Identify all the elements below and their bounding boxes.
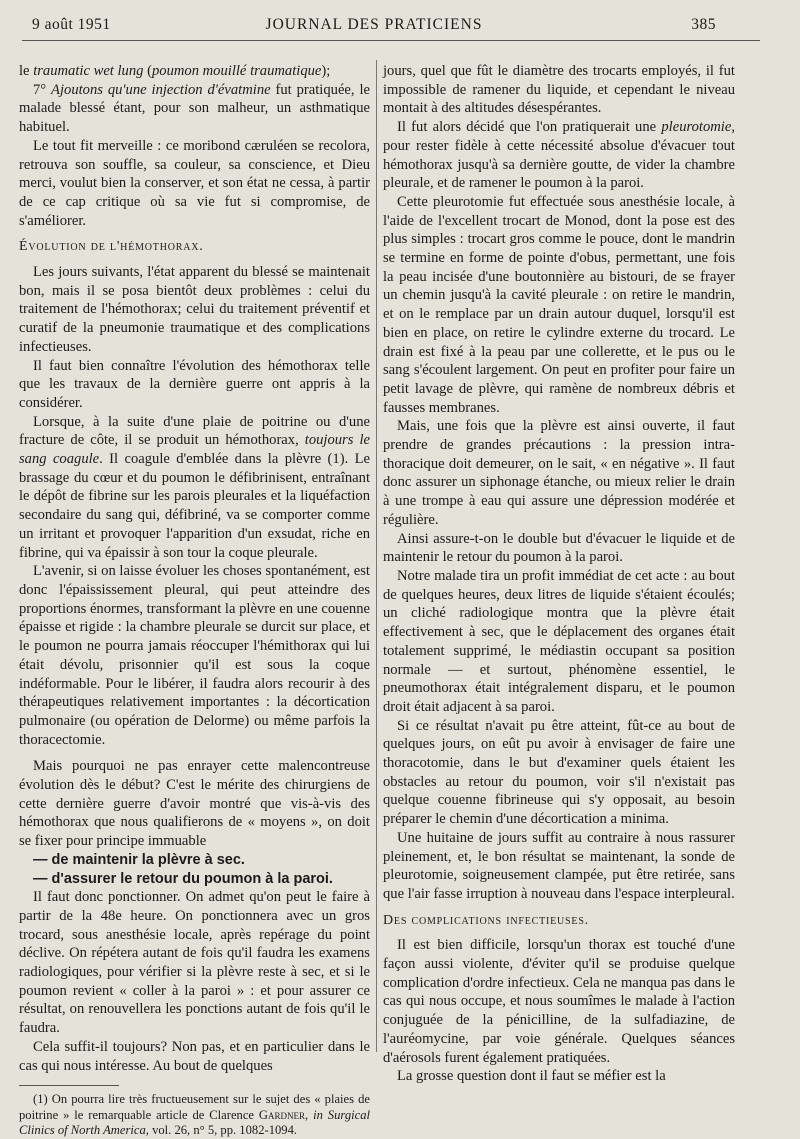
- journal-title: JOURNAL DES PRATICIENS: [265, 16, 483, 33]
- page-header: [32, 16, 716, 38]
- column-divider: [376, 60, 377, 1052]
- footnote: (1) On pourra lire très fructueusement sur le sujet des « plaies de poitrine » le remarquable article de Clarence Gardner, in Surgical Clinics of North America, vol. 26, n° 5, pp. 1082-1094.: [19, 1092, 371, 1138]
- principle-line: — d'assurer le retour du poumon à la paroi.: [33, 870, 333, 887]
- paragraph: Mais, une fois que la plèvre est ainsi ouverte, il faut prendre de grandes précautions : la pression intra-thoracique doit demeurer, on le sait, « en négative ». Il faut donc assurer un siphonage étanche, ou mieux relier le drain à une trompe à eau qui assure une dépression modérée et régulière.: [383, 418, 735, 528]
- paragraph: Les jours suivants, l'état apparent du blessé se maintenait bon, mais il se posa bientôt deux problèmes : celui du traitement de l'hémothorax; celui du traitement préventif et curatif de la pneumonie traumatique et des complications infectieuses.: [19, 264, 370, 355]
- left-column: [19, 62, 370, 1139]
- paragraph: Mais pourquoi ne pas enrayer cette malencontreuse évolution dès le début? C'est le mérite des chirurgiens de cette dernière guerre d'avoir montré que vis-à-vis des hémothorax que nous qualifierons de « moyens », on doit se fixer pour principe immuable: [19, 758, 370, 850]
- section-heading: Des complications infectieuses.: [383, 912, 589, 928]
- paragraph: Le tout fit merveille : ce moribond cæruléen se recolora, retrouva son souffle, sa couleur, sa conscience, et Dieu merci, voulut bien la conserver, et son état ne cessa, à partir de ce cap critique où sa vie fut si compromise, de s'améliorer.: [19, 137, 370, 229]
- paragraph: Cette pleurotomie fut effectuée sous anesthésie locale, à l'aide de l'excellent trocart de Monod, dont la pose est des plus simples : trocart gros comme le pouce, dont le mandrin se termine en forme de pointe d'obus, permettant, une fois la peau incisée d'une boutonnière au bistouri, de se frayer un chemin jusqu'à la cavité pleurale : on retire le mandrin, et on le remplace par un drain autour duquel, lorsqu'il est bien en place, on retire le cylindre externe du trocard. Le drain est fixé à la peau par une collerette, et le pus ou le sang s'écoulent largement. On peut en profiter pour faire un petit lavage de plèvre, qui ramène de nombreux débris et fausses membranes.: [383, 193, 735, 416]
- paragraph: Ainsi assure-t-on le double but d'évacuer le liquide et de maintenir le retour du poumon à la paroi.: [383, 530, 735, 566]
- paragraph: le traumatic wet lung (poumon mouillé traumatique);: [19, 63, 331, 79]
- footnote-rule: [19, 1085, 119, 1086]
- principle-line: — de maintenir la plèvre à sec.: [33, 851, 245, 868]
- paragraph: La grosse question dont il faut se méfier est la: [397, 1068, 666, 1085]
- paragraph: Il fut alors décidé que l'on pratiquerait une pleurotomie, pour rester fidèle à cette nécessité absolue d'évacuer tout hémothorax jusqu'à sa dernière goutte, de vider la chambre pleurale, et de ramener le poumon à la paroi.: [383, 119, 735, 192]
- paragraph: L'avenir, si on laisse évoluer les choses spontanément, est donc l'épaississement pleural, qui peut atteindre des proportions énormes, transformant la plèvre en une couenne épaisse et rigide : la chambre pleurale se durcit sur place, et le poumon ne pourra jamais réoccuper l'hémithorax qui lui était dévolu, prisonnier qu'il est sous la coque indéformable. Pour le libérer, il faudra alors recourir à des thérapeutiques relativement importantes : la décortication pulmonaire (ou opération de Delorme) ou même parfois la thoracectomie.: [19, 563, 370, 748]
- right-column: [383, 62, 735, 1086]
- paragraph: Une huitaine de jours suffit au contraire à nous rassurer pleinement, et, le bon résultat se maintenant, la sonde de pleurotomie, soigneusement clampée, put être retirée, sans que l'air fasse irruption à nouveau dans l'espace interpleural.: [383, 829, 735, 902]
- issue-date: 9 août 1951: [32, 16, 111, 33]
- paragraph: Lorsque, à la suite d'une plaie de poitrine ou d'une fracture de côte, il se produit un hémothorax, toujours le sang coagule. Il coagule d'emblée dans la plèvre (1). Le brassage du cœur et du poumon le défibrinisent, entraînant le dépôt de fibrine sur les parois pleurales et la liquéfaction secondaire du sang qui, défibriné, va se comporter comme un irritant et provoquer l'apparition d'un exsudat, riche en fibrine, qui va épaissir à son tour la coque pleurale.: [19, 413, 370, 561]
- section-heading: Évolution de l'hémothorax.: [19, 239, 204, 255]
- paragraph: jours, quel que fût le diamètre des trocarts employés, il fut impossible de ramener du liquide, et cependant le niveau montait à des altitudes désespérantes.: [383, 63, 735, 117]
- paragraph: Il faut bien connaître l'évolution des hémothorax telle que les travaux de la dernière guerre ont appris à la considérer.: [19, 357, 370, 411]
- paragraph: Il est bien difficile, lorsqu'un thorax est touché d'une façon aussi violente, d'éviter qu'il se produise quelque complication d'ordre infectieux. Cela ne manqua pas dans le cas qui nous occupe, et nous soumîmes le malade à l'action conjuguée de la pénicilline, de la sulfadiazine, de l'auréomycine, par voie générale. Quelques séances d'aérosols furent également pratiquées.: [383, 937, 735, 1066]
- paragraph: 7° Ajoutons qu'une injection d'évatmine fut pratiquée, le malade blessé étant, pour son malheur, un asthmatique habituel.: [19, 81, 370, 136]
- paragraph: Notre malade tira un profit immédiat de cet acte : au bout de quelques heures, deux litres de liquide s'étaient écoulés; un cliché radiologique montra que la plèvre était effectivement à sec, que le déplacement des organes était totalement supprimé, le médiastin occupant sa position normale — et surtout, phénomène essentiel, le pneumothorax était intégralement disparu, et le poumon droit était adjacent à sa paroi.: [383, 567, 735, 715]
- header-rule: [22, 40, 760, 41]
- paragraph: Il faut donc ponctionner. On admet qu'on peut le faire à partir de la 48e heure. On ponctionnera avec un gros trocard, sous anesthésie locale, après repérage du point déclive. On répétera autant de fois qu'il faudra les examens radiologiques, pour vérifier si la plèvre reste à sec, et si le poumon revient « coller à la paroi » : et pour assurer ce résultat, on renouvellera les ponctions autant de fois qu'il le faudra.: [19, 889, 370, 1037]
- page-number: 385: [691, 16, 716, 33]
- paragraph: Cela suffit-il toujours? Non pas, et en particulier dans le cas qui nous intéresse. Au bout de quelques: [19, 1038, 370, 1074]
- paragraph: Si ce résultat n'avait pu être atteint, fût-ce au bout de quelques jours, on eût pu avoir à envisager de faire une thoracotomie, dans le but d'examiner quels étaient les obstacles au retour du poumon, voir s'il n'existait pas quelque couenne fibrineuse qui s'y opposait, au besoin préparer le chemin d'une décortication a minima.: [383, 717, 735, 828]
